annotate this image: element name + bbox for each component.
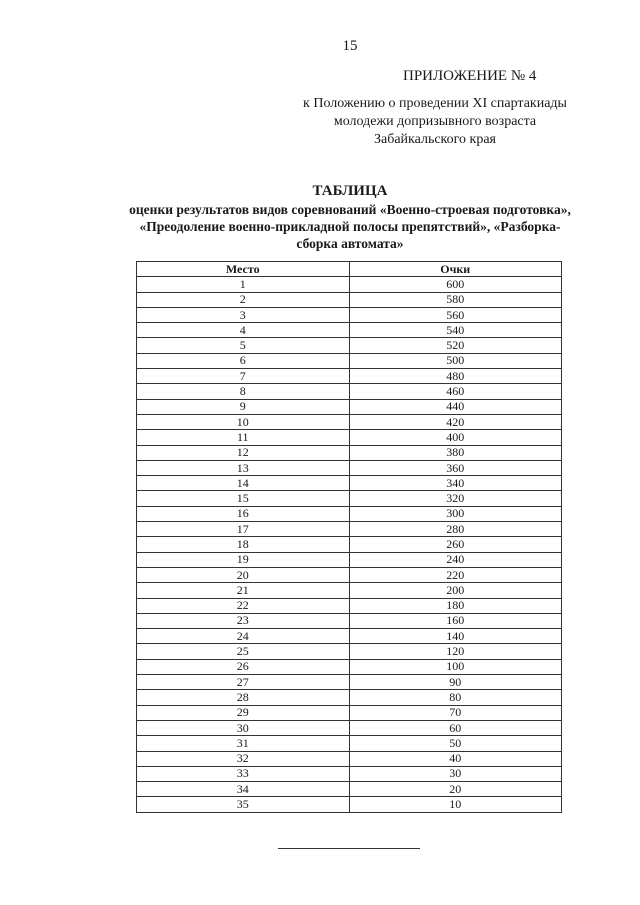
- table-row: [137, 552, 562, 567]
- place-cell: 5: [137, 338, 350, 353]
- table-row: [137, 583, 562, 598]
- subtitle-line: оценки результатов видов соревнований «Военно-строевая подготовка»,: [129, 202, 571, 217]
- table-row: [137, 537, 562, 552]
- points-cell: 10: [349, 797, 562, 812]
- place-cell: 18: [137, 537, 350, 552]
- points-cell: 380: [349, 445, 562, 460]
- points-cell: 600: [349, 277, 562, 292]
- points-cell: 580: [349, 292, 562, 307]
- table-row: [137, 445, 562, 460]
- place-cell: 11: [137, 430, 350, 445]
- points-cell: 40: [349, 751, 562, 766]
- points-cell: 80: [349, 690, 562, 705]
- place-cell: 3: [137, 307, 350, 322]
- table-row: [137, 675, 562, 690]
- reference-line: к Положению о проведении XI спартакиады: [303, 96, 567, 111]
- table-row: [137, 522, 562, 537]
- table-row: [137, 369, 562, 384]
- points-cell: 540: [349, 323, 562, 338]
- place-cell: 21: [137, 583, 350, 598]
- scores-table-body: [137, 277, 562, 812]
- table-row: [137, 292, 562, 307]
- table-row: [137, 506, 562, 521]
- place-cell: 15: [137, 491, 350, 506]
- points-cell: 120: [349, 644, 562, 659]
- appendix-label: ПРИЛОЖЕНИЕ № 4: [403, 68, 537, 84]
- points-cell: 50: [349, 736, 562, 751]
- points-cell: 240: [349, 552, 562, 567]
- table-row: [137, 613, 562, 628]
- column-header-place: Место: [137, 262, 350, 277]
- place-cell: 32: [137, 751, 350, 766]
- table-row: [137, 736, 562, 751]
- table-row: [137, 384, 562, 399]
- points-cell: 360: [349, 460, 562, 475]
- points-cell: 440: [349, 399, 562, 414]
- table-row: [137, 338, 562, 353]
- table-row: [137, 307, 562, 322]
- points-cell: 220: [349, 567, 562, 582]
- table-row: [137, 751, 562, 766]
- page-number: 15: [342, 38, 358, 54]
- points-cell: 300: [349, 506, 562, 521]
- points-cell: 160: [349, 613, 562, 628]
- table-row: [137, 782, 562, 797]
- table-row: [137, 460, 562, 475]
- place-cell: 20: [137, 567, 350, 582]
- points-cell: 260: [349, 537, 562, 552]
- points-cell: 100: [349, 659, 562, 674]
- points-cell: 20: [349, 782, 562, 797]
- table-row: [137, 567, 562, 582]
- appendix-reference: [290, 95, 580, 149]
- place-cell: 35: [137, 797, 350, 812]
- points-cell: 420: [349, 414, 562, 429]
- place-cell: 13: [137, 460, 350, 475]
- table-row: [137, 323, 562, 338]
- footer-divider: [278, 848, 420, 849]
- table-row: [137, 598, 562, 613]
- table-row: [137, 629, 562, 644]
- table-subtitle: [60, 201, 640, 252]
- place-cell: 12: [137, 445, 350, 460]
- points-cell: 400: [349, 430, 562, 445]
- table-row: [137, 491, 562, 506]
- place-cell: 22: [137, 598, 350, 613]
- points-cell: 480: [349, 369, 562, 384]
- table-row: [137, 766, 562, 781]
- table-row: [137, 690, 562, 705]
- place-cell: 10: [137, 414, 350, 429]
- place-cell: 19: [137, 552, 350, 567]
- place-cell: 26: [137, 659, 350, 674]
- points-cell: 460: [349, 384, 562, 399]
- points-cell: 180: [349, 598, 562, 613]
- place-cell: 14: [137, 476, 350, 491]
- table-row: [137, 430, 562, 445]
- place-cell: 29: [137, 705, 350, 720]
- table-heading: ТАБЛИЦА: [312, 183, 388, 199]
- place-cell: 6: [137, 353, 350, 368]
- place-cell: 28: [137, 690, 350, 705]
- points-cell: 70: [349, 705, 562, 720]
- points-cell: 200: [349, 583, 562, 598]
- scores-table: [136, 261, 562, 813]
- place-cell: 30: [137, 720, 350, 735]
- place-cell: 8: [137, 384, 350, 399]
- table-row: [137, 644, 562, 659]
- place-cell: 33: [137, 766, 350, 781]
- place-cell: 31: [137, 736, 350, 751]
- points-cell: 500: [349, 353, 562, 368]
- points-cell: 320: [349, 491, 562, 506]
- table-row: [137, 720, 562, 735]
- table-row: [137, 414, 562, 429]
- table-row: [137, 277, 562, 292]
- subtitle-line: сборка автомата»: [296, 236, 404, 251]
- table-row: [137, 399, 562, 414]
- table-title-block: [60, 181, 640, 252]
- place-cell: 25: [137, 644, 350, 659]
- place-cell: 24: [137, 629, 350, 644]
- table-row: [137, 476, 562, 491]
- table-row: [137, 705, 562, 720]
- place-cell: 1: [137, 277, 350, 292]
- points-cell: 60: [349, 720, 562, 735]
- place-cell: 27: [137, 675, 350, 690]
- table-row: [137, 797, 562, 812]
- points-cell: 340: [349, 476, 562, 491]
- table-row: [137, 353, 562, 368]
- points-cell: 30: [349, 766, 562, 781]
- reference-line: Забайкальского края: [373, 132, 496, 147]
- column-header-points: Очки: [349, 262, 562, 277]
- points-cell: 140: [349, 629, 562, 644]
- subtitle-line: «Преодоление военно-прикладной полосы препятствий», «Разборка-: [139, 219, 561, 234]
- points-cell: 90: [349, 675, 562, 690]
- reference-line: молодежи допризывного возраста: [333, 114, 537, 129]
- place-cell: 7: [137, 369, 350, 384]
- place-cell: 17: [137, 522, 350, 537]
- place-cell: 9: [137, 399, 350, 414]
- place-cell: 23: [137, 613, 350, 628]
- table-row: [137, 659, 562, 674]
- table-header-row: [137, 262, 562, 277]
- place-cell: 34: [137, 782, 350, 797]
- points-cell: 520: [349, 338, 562, 353]
- place-cell: 2: [137, 292, 350, 307]
- points-cell: 560: [349, 307, 562, 322]
- points-cell: 280: [349, 522, 562, 537]
- place-cell: 16: [137, 506, 350, 521]
- place-cell: 4: [137, 323, 350, 338]
